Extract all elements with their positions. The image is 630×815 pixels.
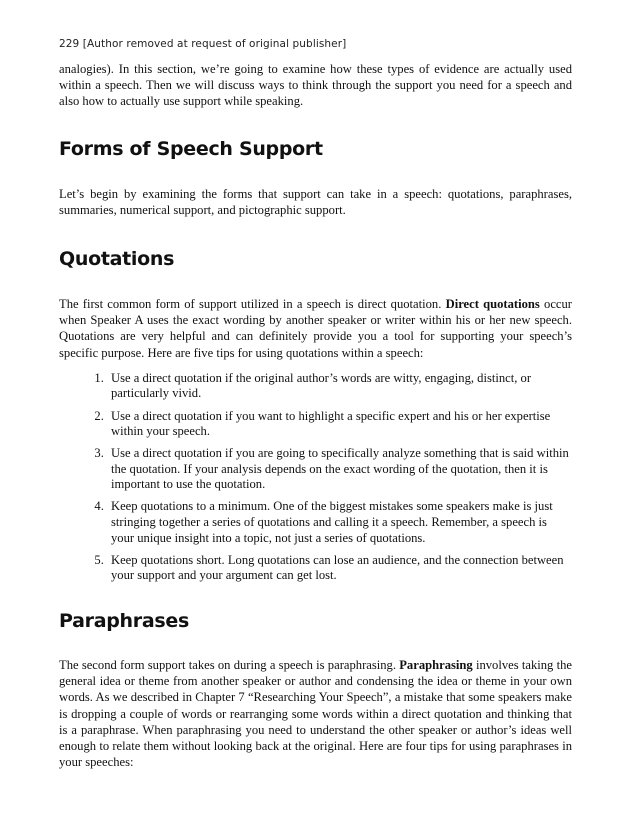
list-item: 1. Use a direct quotation if the original author’s words are witty, engaging, distinct, or particularly vivid. — [107, 371, 572, 402]
quotations-text-before: The first common form of support utilized in a speech is direct quotation. — [59, 297, 446, 312]
source-attribution: [Author removed at request of original publisher] — [82, 38, 347, 50]
quotations-text-after: occur when Speaker A uses the exact wording by another speaker or writer within his or her new speech. Quotations are very helpful and can definitely provide you a tool for supporting your speech’s specific purpose. Here are five tips for using quotations within a speech: — [59, 297, 573, 360]
list-item: 3. Use a direct quotation if you are going to specifically analyze something that is said within the quotation. If your analysis depends on the exact wording of the quotation, then it is important to use the quotation. — [107, 446, 572, 493]
quotations-paragraph — [59, 296, 572, 361]
heading-forms-of-speech-support: Forms of Speech Support — [59, 137, 323, 160]
paraphrases-paragraph — [59, 657, 572, 770]
running-header — [59, 38, 346, 50]
page-content — [59, 61, 572, 770]
term-direct-quotations: Direct quotations — [445, 297, 540, 312]
list-item: 2. Use a direct quotation if you want to highlight a specific expert and his or her expertise within your speech. — [107, 409, 572, 440]
heading-quotations: Quotations — [59, 248, 175, 271]
page-number: 229 — [59, 38, 80, 50]
intro-paragraph: analogies). In this section, we’re going to examine how these types of evidence are actually used within a speech. Then we will discuss ways to think through the support you need for a speech and also how to actually use support while speaking. — [59, 62, 572, 109]
list-item: 5. Keep quotations short. Long quotations can lose an audience, and the connection between your support and your argument can get lost. — [107, 553, 572, 584]
forms-paragraph: Let’s begin by examining the forms that support can take in a speech: quotations, paraphrases, summaries, numerical support, and pictographic support. — [59, 186, 572, 217]
term-paraphrasing: Paraphrasing — [399, 657, 473, 672]
heading-paraphrases: Paraphrases — [59, 609, 189, 632]
list-item: 4. Keep quotations to a minimum. One of the biggest mistakes some speakers make is just stringing together a series of quotations and calling it a speech. Remember, a speech is your unique insight into a topic, not just a series of quotations. — [107, 499, 572, 546]
paraphrases-text-before: The second form support takes on during a speech is paraphrasing. — [59, 657, 400, 672]
paraphrases-text-after: involves taking the general idea or theme from another speaker or author and condensing the idea or theme in your own words. As we described in Chapter 7 “Researching Your Speech”, a mistake that some speakers make is dropping a couple of words or rearranging some words within a direct quotation and thinking that is a paraphrase. When paraphrasing you need to understand the other speaker or author’s ideas well enough to relate them without looking back at the original. Here are four tips for using paraphrases in your speeches: — [59, 657, 572, 770]
quotation-tips-list — [59, 371, 572, 584]
